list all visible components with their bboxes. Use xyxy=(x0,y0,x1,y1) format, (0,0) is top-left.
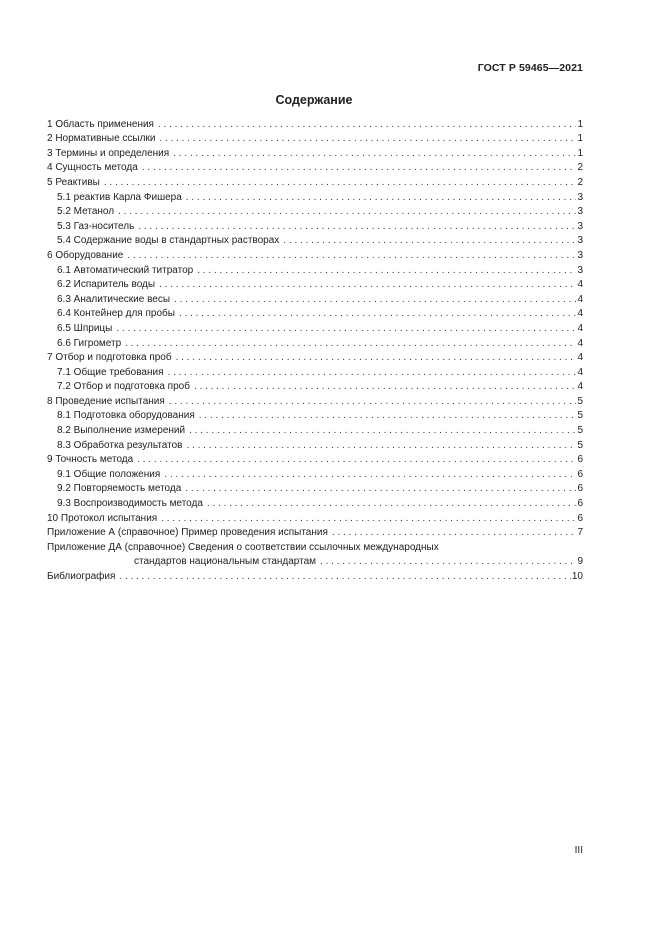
toc-entry-text: 5 Реактивы xyxy=(47,176,100,188)
leader-dots xyxy=(161,512,576,525)
toc-entry[interactable] xyxy=(47,218,583,233)
toc-entry-page: 1 xyxy=(577,133,583,145)
toc-entry[interactable] xyxy=(47,160,583,175)
toc-entry-text: 6.4 Контейнер для пробы xyxy=(57,308,175,320)
toc-entry-text: 7 Отбор и подготовка проб xyxy=(47,352,172,364)
toc-entry-text: 3 Термины и определения xyxy=(47,147,170,159)
page-folio: III xyxy=(574,845,583,856)
toc-entry-text: Библиография xyxy=(47,571,116,582)
toc-entry-page: 9 xyxy=(577,556,583,568)
toc-entry[interactable] xyxy=(47,277,583,292)
toc-entry-page: 6 xyxy=(577,512,583,524)
toc-entry[interactable] xyxy=(47,262,583,277)
leader-dots xyxy=(332,526,577,539)
leader-dots xyxy=(179,307,576,320)
leader-dots xyxy=(168,366,577,379)
toc-entry-page: 3 xyxy=(577,264,583,276)
toc-entry-text: 6.3 Аналитические весы xyxy=(57,293,171,305)
leader-dots xyxy=(173,147,576,160)
toc-entry-page: 7 xyxy=(577,527,583,539)
toc-entry-page: 6 xyxy=(577,468,583,480)
leader-dots xyxy=(185,482,576,495)
toc-entry[interactable] xyxy=(47,408,583,423)
toc-entry-page: 5 xyxy=(577,410,583,422)
toc-entry-page: 3 xyxy=(577,220,583,232)
table-of-contents xyxy=(47,116,583,583)
toc-entry-text: 4 Сущность метода xyxy=(47,162,138,174)
toc-entry-page: 5 xyxy=(577,395,583,407)
toc-entry-text: 6.5 Шприцы xyxy=(57,322,113,334)
toc-entry[interactable] xyxy=(47,189,583,204)
toc-entry[interactable] xyxy=(47,174,583,189)
toc-entry[interactable] xyxy=(47,247,583,262)
toc-entry-appendix-da[interactable] xyxy=(47,539,583,554)
toc-entry-page: 4 xyxy=(577,279,583,291)
toc-entry-text: 5.2 Метанол xyxy=(57,206,115,218)
toc-entry-page: 10 xyxy=(571,571,583,582)
leader-dots xyxy=(186,439,576,452)
leader-dots xyxy=(159,132,576,145)
toc-entry-text: 2 Нормативные ссылки xyxy=(47,133,156,145)
toc-entry[interactable] xyxy=(47,452,583,467)
toc-entry-text: 9 Точность метода xyxy=(47,454,134,466)
toc-entry-text: стандартов национальным стандартам xyxy=(134,556,317,568)
toc-entry-text: 1 Область применения xyxy=(47,118,154,130)
toc-entry-page: 3 xyxy=(577,206,583,218)
toc-entry-text: 8.3 Обработка результатов xyxy=(57,439,183,451)
toc-entry-page: 5 xyxy=(577,425,583,437)
toc-entry-page: 3 xyxy=(577,191,583,203)
leader-dots xyxy=(199,409,577,422)
leader-dots xyxy=(125,337,576,350)
toc-entry-text: 5.4 Содержание воды в стандартных растворах xyxy=(57,235,280,247)
toc-entry-text: 10 Протокол испытания xyxy=(47,512,158,524)
toc-entry-page: 6 xyxy=(577,498,583,510)
leader-dots xyxy=(186,191,577,204)
toc-entry-text: Приложение ДА (справочное) Сведения о соответствии ссылочных международных xyxy=(47,541,439,553)
toc-entry-page: 4 xyxy=(577,322,583,334)
toc-entry-page: 4 xyxy=(577,352,583,364)
leader-dots xyxy=(169,395,577,408)
toc-entry-text: 8.2 Выполнение измерений xyxy=(57,425,186,437)
standard-code: ГОСТ Р 59465—2021 xyxy=(477,62,583,74)
toc-entry[interactable] xyxy=(47,320,583,335)
leader-dots xyxy=(104,176,577,189)
toc-entry-text: Приложение А (справочное) Пример проведения испытания xyxy=(47,527,328,539)
leader-dots xyxy=(207,497,577,510)
toc-entry[interactable] xyxy=(47,510,583,525)
toc-entry-page: 6 xyxy=(577,454,583,466)
toc-entry[interactable] xyxy=(47,204,583,219)
toc-entry[interactable] xyxy=(47,145,583,160)
toc-entry-text: 7.2 Отбор и подготовка проб xyxy=(57,381,190,393)
toc-entry[interactable] xyxy=(47,422,583,437)
toc-entry[interactable] xyxy=(47,393,583,408)
toc-entry-page: 3 xyxy=(577,249,583,261)
leader-dots xyxy=(116,322,576,335)
toc-entry[interactable] xyxy=(47,495,583,510)
leader-dots xyxy=(118,205,576,218)
toc-entry[interactable] xyxy=(47,233,583,248)
leader-dots xyxy=(197,264,576,277)
toc-entry-page: 5 xyxy=(577,439,583,451)
leader-dots xyxy=(174,293,576,306)
toc-entry-page: 2 xyxy=(577,176,583,188)
leader-dots xyxy=(137,453,576,466)
toc-entry-page: 4 xyxy=(577,381,583,393)
toc-entry-text: 6.6 Гигрометр xyxy=(57,337,122,349)
toc-entry[interactable] xyxy=(47,306,583,321)
toc-entry[interactable] xyxy=(47,131,583,146)
toc-entry-text: 5.3 Газ-носитель xyxy=(57,220,135,232)
leader-dots xyxy=(283,234,576,247)
leader-dots xyxy=(158,118,576,131)
toc-entry[interactable] xyxy=(47,466,583,481)
toc-entry[interactable] xyxy=(47,291,583,306)
leader-dots xyxy=(189,424,576,437)
toc-entry-page: 1 xyxy=(577,118,583,130)
toc-entry-text: 8.1 Подготовка оборудования xyxy=(57,410,195,422)
leader-dots xyxy=(320,555,576,568)
leader-dots xyxy=(176,351,577,364)
toc-entry[interactable] xyxy=(47,364,583,379)
toc-entry-text: 9.2 Повторяемость метода xyxy=(57,483,182,495)
toc-entry-page: 3 xyxy=(577,235,583,247)
toc-entry[interactable] xyxy=(47,116,583,131)
toc-entry-text: 6.1 Автоматический титратор xyxy=(57,264,194,276)
toc-entry[interactable] xyxy=(47,437,583,452)
toc-entry-text: 5.1 реактив Карла Фишера xyxy=(57,191,182,203)
toc-entry-text: 6.2 Испаритель воды xyxy=(57,279,156,291)
toc-entry-text: 9.1 Общие положения xyxy=(57,468,161,480)
toc-entry-text: 6 Оборудование xyxy=(47,249,124,261)
toc-entry[interactable] xyxy=(47,350,583,365)
toc-entry-page: 4 xyxy=(577,366,583,378)
leader-dots xyxy=(127,249,576,262)
toc-entry-page: 4 xyxy=(577,308,583,320)
toc-entry-page: 4 xyxy=(577,293,583,305)
leader-dots xyxy=(164,468,576,481)
toc-entry[interactable] xyxy=(47,335,583,350)
toc-entry-page: 4 xyxy=(577,337,583,349)
leader-dots xyxy=(142,161,577,174)
toc-entry-text: 9.3 Воспроизводимость метода xyxy=(57,498,203,510)
toc-entry[interactable] xyxy=(47,525,583,540)
toc-entry-page: 2 xyxy=(577,162,583,174)
toc-entry[interactable] xyxy=(47,481,583,496)
toc-entry-appendix-da-cont[interactable] xyxy=(47,554,583,569)
toc-entry-bibliography[interactable] xyxy=(47,568,583,583)
toc-entry-text: 7.1 Общие требования xyxy=(57,366,164,378)
leader-dots xyxy=(159,278,576,291)
toc-entry[interactable] xyxy=(47,379,583,394)
toc-entry-page: 1 xyxy=(577,147,583,159)
leader-dots xyxy=(119,570,570,583)
toc-entry-page: 6 xyxy=(577,483,583,495)
leader-dots xyxy=(194,380,577,393)
leader-dots xyxy=(138,220,576,233)
toc-title: Содержание xyxy=(275,93,353,107)
toc-entry-text: 8 Проведение испытания xyxy=(47,395,165,407)
